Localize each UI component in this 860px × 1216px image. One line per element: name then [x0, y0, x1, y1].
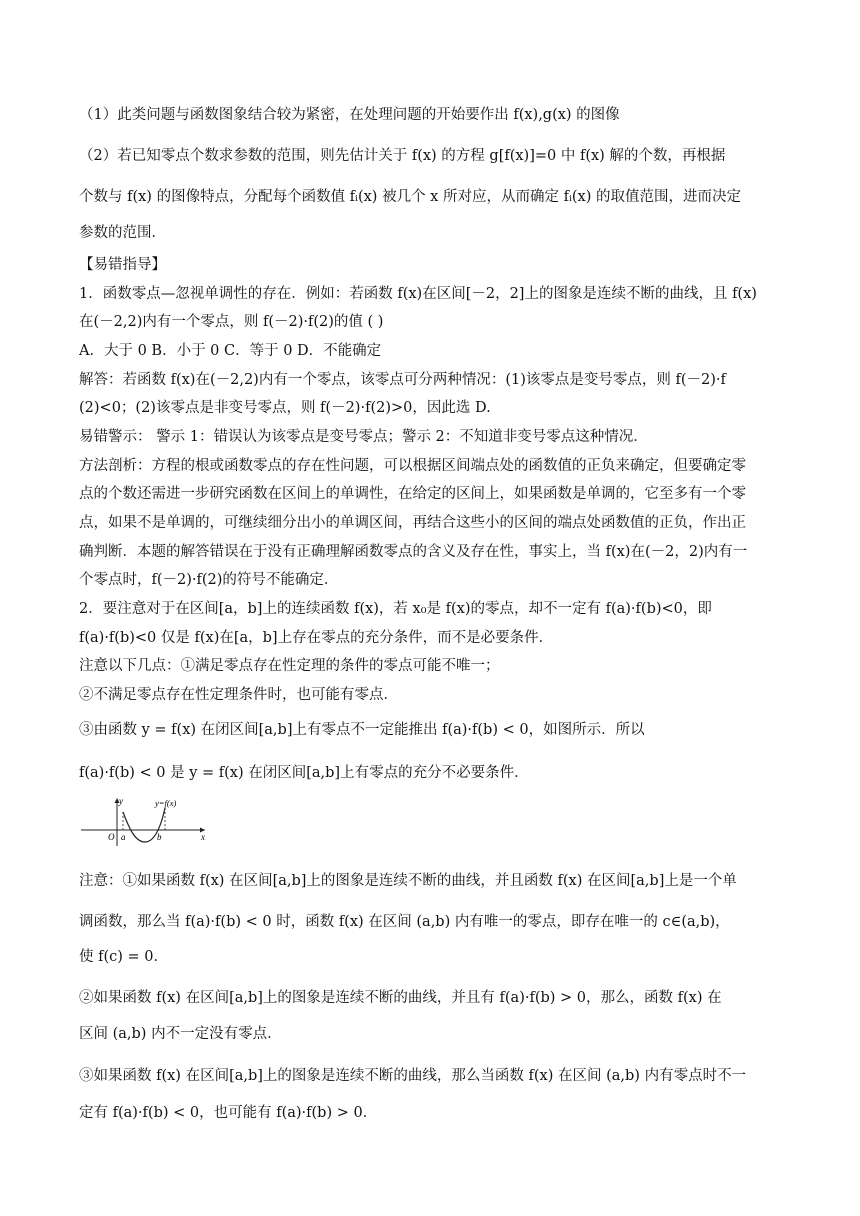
answer-line-1: 解答：若函数 f(x)在(－2,2)内有一个零点，该零点可分两种情况：(1)该零点是变号零点，则 f(－2)·f	[79, 372, 726, 388]
a-label: a	[121, 832, 126, 842]
text-line-1: （1）此类问题与函数图象结合较为紧密，在处理问题的开始要作出 f(x),g(x) 的图像	[79, 107, 620, 123]
text-line-2: （2）若已知零点个数求参数的范围，则先估计关于 f(x) 的方程 g[f(x)]=0 中 f(x) 解的个数，再根据	[79, 148, 726, 164]
function-graph-figure	[79, 796, 209, 848]
attention-line-6: ③如果函数 f(x) 在区间[a,b]上的图象是连续不断的曲线，那么当函数 f(x) 在区间 (a,b) 内有零点时不一	[79, 1068, 747, 1084]
attention-line-5: 区间 (a,b) 内不一定没有零点．	[79, 1026, 282, 1042]
attention-line-1: 注意：①如果函数 f(x) 在区间[a,b]上的图象是连续不断的曲线，并且函数 f(x) 在区间[a,b]上是一个单	[79, 873, 737, 889]
attention-line-7: 定有 f(a)·f(b) < 0，也可能有 f(a)·f(b) > 0．	[79, 1105, 378, 1121]
note-line-1: 注意以下几点：①满足零点存在性定理的条件的零点可能不唯一；	[79, 658, 500, 674]
section-heading: 【易错指导】	[79, 257, 166, 273]
attention-line-2: 调函数，那么当 f(a)·f(b) < 0 时，函数 f(x) 在区间 (a,b) 内有唯一的零点，即存在唯一的 c∈(a,b)，	[79, 914, 730, 930]
x-axis-label: x	[201, 832, 205, 842]
note-line-3: ③由函数 y = f(x) 在闭区间[a,b]上有零点不一定能推出 f(a)·f(b) < 0，如图所示．所以	[79, 722, 645, 738]
attention-line-4: ②如果函数 f(x) 在区间[a,b]上的图象是连续不断的曲线，并且有 f(a)·f(b) > 0，那么，函数 f(x) 在	[79, 990, 722, 1006]
text-line-4: 参数的范围．	[79, 225, 166, 241]
answer-line-2: (2)<0；(2)该零点是非变号零点，则 f(－2)·f(2)>0，因此选 D.	[79, 400, 491, 416]
origin-label: O	[108, 832, 115, 842]
analysis-line-5: 个零点时，f(－2)·f(2)的符号不能确定．	[79, 572, 339, 588]
analysis-line-4: 确判断．本题的解答错误在于没有正确理解函数零点的含义及存在性，事实上，当 f(x)在(－2，2)内有一	[79, 544, 748, 560]
choices-line: A．大于 0 B．小于 0 C．等于 0 D．不能确定	[79, 343, 382, 359]
note-line-4: f(a)·f(b) < 0 是 y = f(x) 在闭区间[a,b]上有零点的充分不必要条件．	[79, 765, 529, 781]
text-line-7: 在(－2,2)内有一个零点，则 f(－2)·f(2)的值 ( )	[79, 314, 384, 330]
b-label: b	[157, 832, 162, 842]
curve-label: y=f(x)	[155, 798, 177, 808]
text-line-3: 个数与 f(x) 的图像特点，分配每个函数值 fᵢ(x) 被几个 x 所对应，从而确定 fᵢ(x) 的取值范围，进而决定	[79, 189, 741, 205]
analysis-line-3: 点，如果不是单调的，可继续细分出小的单调区间，再结合这些小的区间的端点处函数值的正负，作出正	[79, 515, 746, 531]
analysis-line-2: 点的个数还需进一步研究函数在区间上的单调性，在给定的区间上，如果函数是单调的，它至多有一个零	[79, 486, 746, 502]
warning-line: 易错警示： 警示 1：错误认为该零点是变号零点；警示 2：不知道非变号零点这种情况．	[79, 429, 648, 445]
text-line-6: 1．函数零点—忽视单调性的存在．例如：若函数 f(x)在区间[－2，2]上的图象是连续不断的曲线，且 f(x)	[79, 286, 757, 302]
analysis-line-1: 方法剖析：方程的根或函数零点的存在性问题，可以根据区间端点处的函数值的正负来确定，但要确定零	[79, 458, 746, 474]
y-axis-label: y	[119, 796, 123, 806]
note-line-2: ②不满足零点存在性定理条件时，也可能有零点．	[79, 687, 398, 703]
point2-line-1: 2．要注意对于在区间[a，b]上的连续函数 f(x)，若 x₀是 f(x)的零点，却不一定有 f(a)·f(b)<0，即	[79, 601, 712, 617]
attention-line-3: 使 f(c) = 0．	[79, 949, 169, 965]
point2-line-2: f(a)·f(b)<0 仅是 f(x)在[a，b]上存在零点的充分条件，而不是必要条件．	[79, 630, 554, 646]
